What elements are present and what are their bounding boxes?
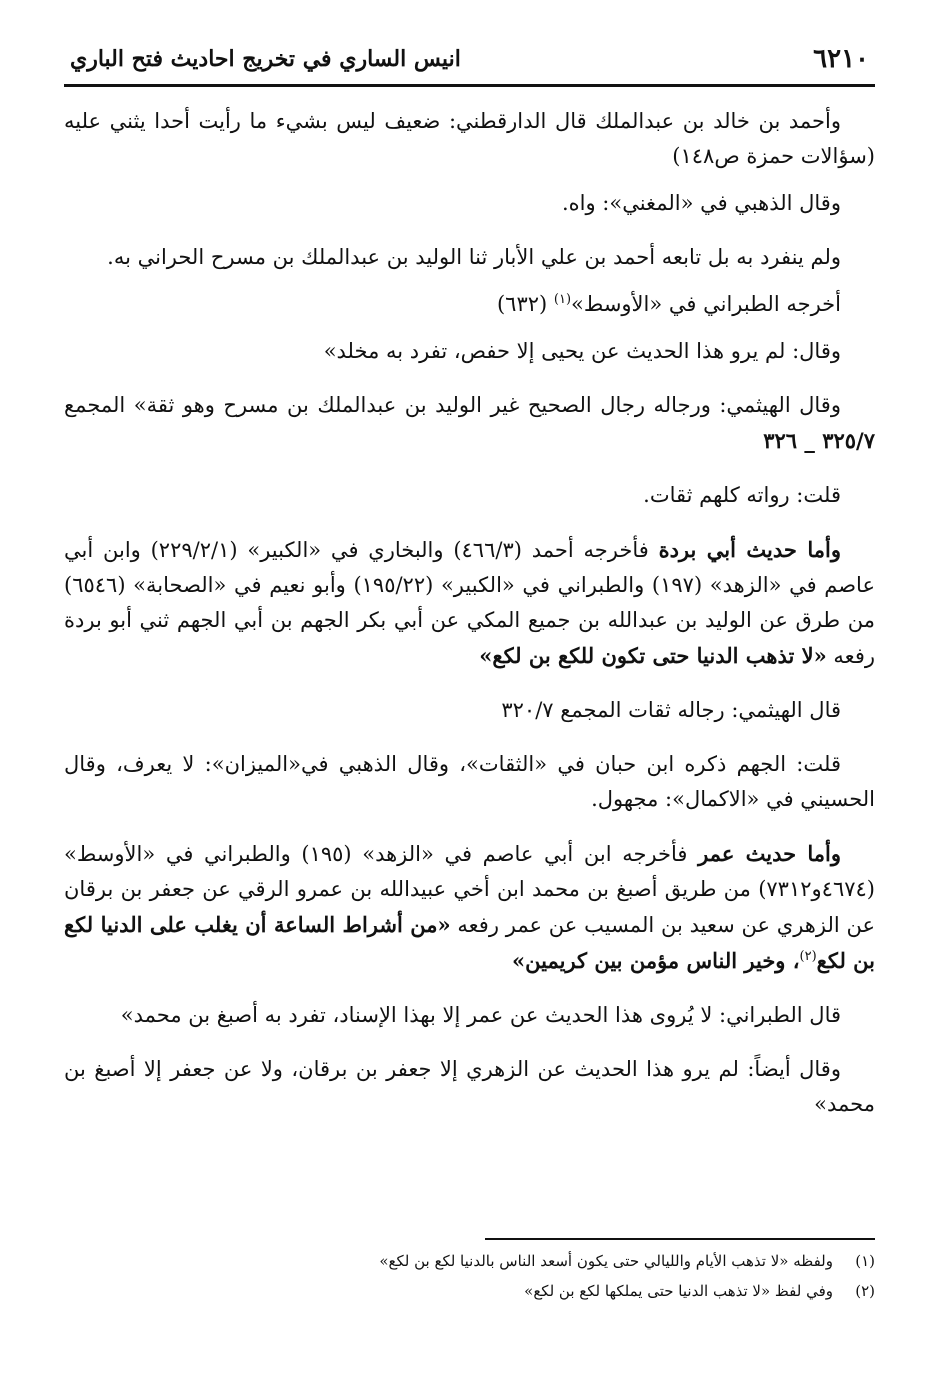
paragraph [64, 532, 875, 674]
paragraph: ولم ينفرد به بل تابعه أحمد بن علي الأبار ثنا الوليد بن عبدالملك بن مسرح الحراني به. [107, 245, 841, 269]
paragraph-text: أخرجه الطبراني في «الأوسط» [571, 292, 841, 316]
paragraph-text: فأخرجه ابن أبي عاصم في «الزهد» (١٩٥) والطبراني في «الأوسط» (٤٦٧٤و٧٣١٢) من طريق أصبغ بن محمد ابن أخي عبيدالله بن عمرو الرقي عن جعفر بن برقان عن الزهري عن سعيد بن المسيب عن عمر رفعه [64, 842, 876, 937]
running-title: انيس الساري في تخريج احاديث فتح الباري [70, 46, 461, 72]
hadith-text: «لا تذهب الدنيا حتى تكون للكع بن لكع» [479, 643, 827, 668]
hadith-text: «من أشراط الساعة أن يغلب على الدنيا لكع بن لكع [64, 912, 875, 973]
footnote-marker: (٢) [799, 949, 817, 964]
paragraph: قال الهيثمي: رجاله ثقات المجمع ٣٢٠/٧ [501, 698, 841, 722]
footnote-item [64, 1276, 875, 1306]
footnote-divider [485, 1238, 875, 1240]
section-heading: وأما حديث أبي بردة [658, 537, 841, 562]
paragraph: قلت: رواته كلهم ثقات. [643, 483, 841, 507]
paragraph-text: (٦٣٢) [496, 292, 554, 316]
footnote-marker: (١) [553, 292, 572, 307]
paragraph: قال الطبراني: لا يُروى هذا الحديث عن عمر إلا بهذا الإسناد، تفرد به أصبغ بن محمد» [120, 1003, 841, 1027]
paragraph: قلت: الجهم ذكره ابن حبان في «الثقات»، وقال الذهبي في«الميزان»: لا يعرف، وقال الحسيني في «الاكمال»: مجهول. [64, 752, 875, 811]
footnote-item [64, 1246, 875, 1276]
section-heading: وأما حديث عمر [698, 841, 842, 866]
hadith-text: ، وخير الناس مؤمن بين كريمين» [512, 948, 800, 973]
header-divider [64, 84, 875, 87]
paragraph: وقال أيضاً: لم يرو هذا الحديث عن الزهري إلا جعفر بن برقان، ولا عن جعفر إلا أصبغ بن محمد» [64, 1057, 875, 1116]
footnote-text: ولفظه «لا تذهب الأيام والليالي حتى يكون أسعد الناس بالدنيا لكع بن لكع» [379, 1252, 833, 1270]
main-text [64, 104, 875, 1141]
reference-number: ٣٢٥/٧ _ ٣٢٦ [763, 428, 875, 453]
paragraph: وأحمد بن خالد بن عبدالملك قال الدارقطني: ضعيف ليس بشيء ما رأيت أحدا يثني عليه (سؤالات حمزة ص١٤٨) [64, 109, 875, 168]
paragraph [64, 388, 875, 459]
paragraph [64, 836, 875, 979]
footnote-text: وفي لفظ «لا تذهب الدنيا حتى يملكها لكع بن لكع» [524, 1282, 833, 1300]
page-header [64, 42, 875, 82]
paragraph-text: وقال الهيثمي: ورجاله رجال الصحيح غير الوليد بن عبدالملك بن مسرح وهو ثقة» المجمع [64, 393, 841, 417]
page-number: ٦٢١٠ [813, 44, 869, 74]
paragraph: وقال: لم يرو هذا الحديث عن يحيى إلا حفص، تفرد به مخلد» [323, 339, 841, 363]
paragraph: وقال الذهبي في «المغني»: واه. [561, 191, 841, 215]
paragraph-text: فأخرجه أحمد (٤٦٦/٣) والبخاري في «الكبير» (٢٢٩/٢/١) وابن أبي عاصم في «الزهد» (١٩٧) والطبراني في «الكبير» (١٩٥/٢٢) وأبو نعيم في «الصحابة» (٦٥٤٦) من طرق عن الوليد بن عبدالله بن جميع المكي عن أبي بكر الجهم بن أبي الجهم ثني أبو بردة رفعه [64, 538, 875, 668]
footnotes [64, 1246, 875, 1306]
paragraph [64, 287, 875, 322]
footnote-number: (٢) [855, 1282, 875, 1300]
footnote-number: (١) [855, 1252, 875, 1270]
